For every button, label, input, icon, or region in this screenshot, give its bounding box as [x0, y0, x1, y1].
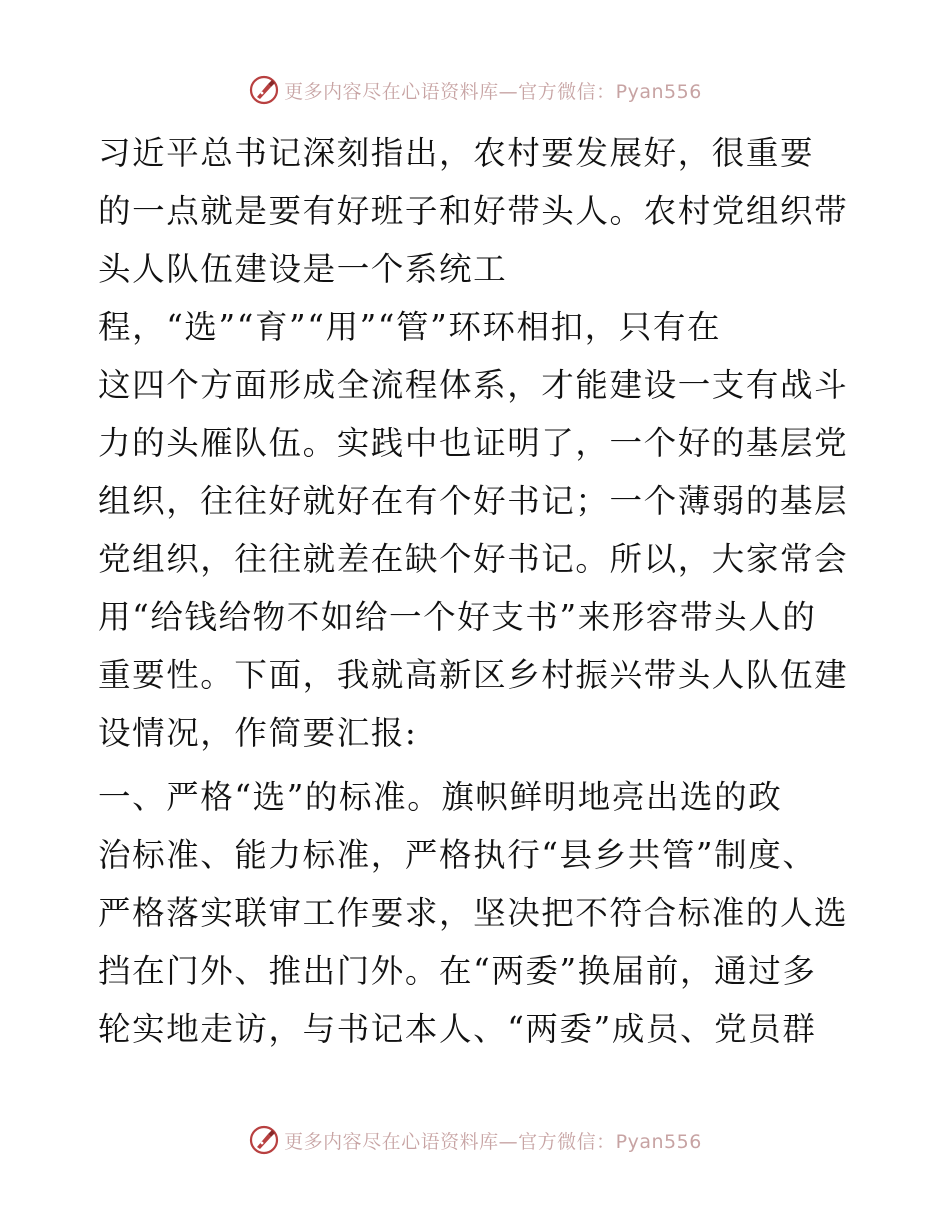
paragraph-section-1: 一、严格“选”的标准。旗帜鲜明地亮出选的政 治标准、能力标准，严格执行“县乡共管”制度、 严格落实联审工作要求，坚决把不符合标准的人选 挡在门外、推出门外。在“两委”换届前，通过多 轮实地走访，与书记本人、“两委”成员、党员群 — [98, 778, 849, 1048]
watermark-footer — [0, 1120, 950, 1160]
watermark-header — [0, 70, 950, 110]
pen-nib-icon — [248, 1124, 280, 1156]
watermark-text: 更多内容尽在心语资料库—官方微信：Pyan556 — [284, 1130, 702, 1153]
document-body — [98, 124, 858, 1058]
watermark-text: 更多内容尽在心语资料库—官方微信：Pyan556 — [284, 80, 702, 103]
paragraph-intro: 习近平总书记深刻指出，农村要发展好，很重要 的一点就是要有好班子和好带头人。农村党组织带 头人队伍建设是一个系统工 程，“选”“育”“用”“管”环环相扣，只有在 这四个方面形成全流程体系，才能建设一支有战斗 力的头雁队伍。实践中也证明了，一个好的基层党 组织，往往好就好在有个好书记；一个薄弱的基层 党组织，往往就差在缺个好书记。所以，大家常会 用“给钱给物不如给一个好支书”来形容带头人的 重要性。下面，我就高新区乡村振兴带头人队伍建 设情况，作简要汇报: — [98, 134, 849, 752]
pen-nib-icon — [248, 74, 280, 106]
